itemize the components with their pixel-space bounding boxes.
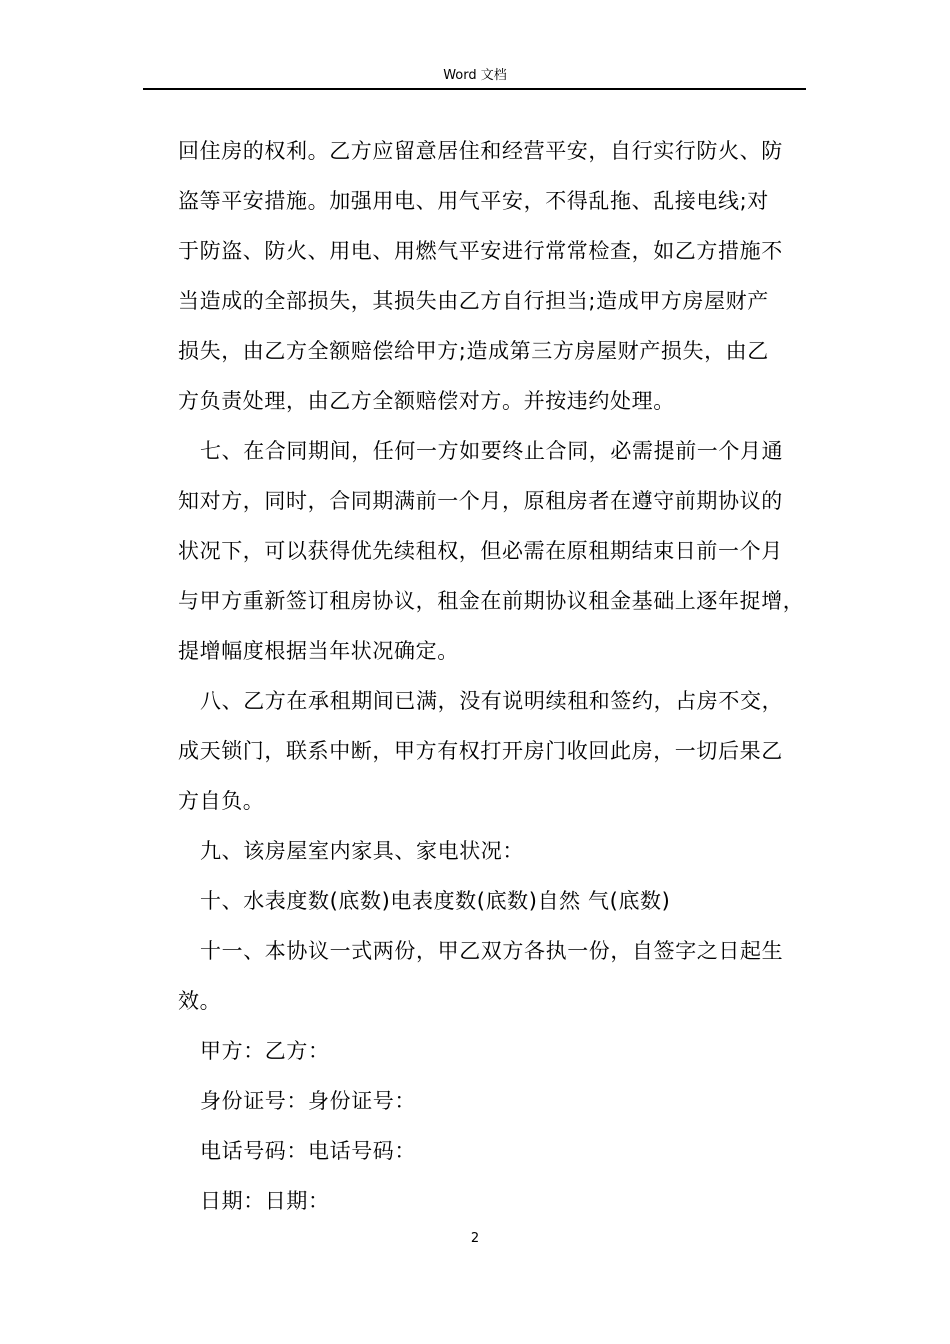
paragraph-start-line: 十、水表度数(底数)电表度数(底数)自然 气(底数) <box>200 889 671 913</box>
signature-date-line: 日期：日期： <box>200 1189 330 1213</box>
body-line: 提增幅度根据当年状况确定。 <box>178 639 459 663</box>
signature-id-line: 身份证号：身份证号： <box>200 1089 416 1113</box>
body-line: 与甲方重新签订租房协议，租金在前期协议租金基础上逐年捉增， <box>178 589 805 613</box>
signature-phone-line: 电话号码：电话号码： <box>200 1139 416 1163</box>
body-line: 回住房的权利。乙方应留意居住和经营平安，自行实行防火、防 <box>178 139 783 163</box>
page-number: 2 <box>470 1231 480 1246</box>
body-line: 成天锁门，联系中断，甲方有权打开房门收回此房，一切后果乙 <box>178 739 783 763</box>
body-line: 盗等平安措施。加强用电、用气平安，不得乱拖、乱接电线;对 <box>178 189 769 213</box>
header-divider <box>143 88 806 90</box>
signature-party-line: 甲方：乙方： <box>200 1039 330 1063</box>
body-line: 方负责处理，由乙方全额赔偿对方。并按违约处理。 <box>178 389 675 413</box>
paragraph-start-line: 十一、本协议一式两份，甲乙双方各执一份，自签字之日起生 <box>200 939 784 963</box>
body-line: 于防盗、防火、用电、用燃气平安进行常常检查，如乙方措施不 <box>178 239 783 263</box>
paragraph-start-line: 七、在合同期间，任何一方如要终止合同，必需提前一个月通 <box>200 439 784 463</box>
header-title: Word 文档 <box>443 68 507 83</box>
body-line: 知对方，同时，合同期满前一个月，原租房者在遵守前期协议的 <box>178 489 783 513</box>
body-line: 效。 <box>178 989 222 1013</box>
body-line: 状况下，可以获得优先续租权，但必需在原租期结束日前一个月 <box>178 539 783 563</box>
body-line: 损失，由乙方全额赔偿给甲方;造成第三方房屋财产损失，由乙 <box>178 339 769 363</box>
paragraph-start-line: 九、该房屋室内家具、家电状况： <box>200 839 524 863</box>
paragraph-start-line: 八、乙方在承租期间已满，没有说明续租和签约，占房不交， <box>200 689 784 713</box>
body-line: 方自负。 <box>178 789 265 813</box>
body-line: 当造成的全部损失，其损失由乙方自行担当;造成甲方房屋财产 <box>178 289 769 313</box>
